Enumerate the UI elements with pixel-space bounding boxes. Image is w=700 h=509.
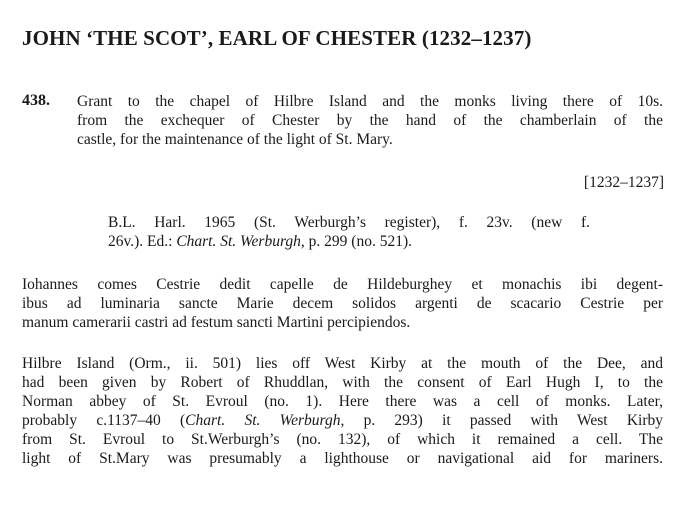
source-text: 26v.). Ed.:: [108, 233, 177, 250]
note-line: light of St.Mary was presumably a lighthouse or navigational aid for mariners.: [22, 450, 663, 467]
source-edition-title: Chart. St. Werburgh: [176, 233, 301, 250]
source-text: , p. 299 (no. 521).: [300, 233, 412, 250]
note-line: [22, 411, 663, 430]
source-reference: [108, 213, 590, 251]
grant-line: castle, for the maintenance of the light of St. Mary.: [77, 131, 393, 148]
note-line: from St. Evroul to St.Werburgh’s (no. 132), of which it remained a cell. The: [22, 431, 663, 448]
grant-line: Grant to the chapel of Hilbre Island and the monks living there of 10s.: [77, 93, 663, 110]
note-line: Hilbre Island (Orm., ii. 501) lies off West Kirby at the mouth of the Dee, and: [22, 355, 663, 372]
entry-number: 438.: [22, 92, 50, 109]
heading-title: JOHN ‘THE SCOT’, EARL OF CHESTER: [22, 26, 417, 50]
page-heading: [22, 26, 531, 51]
latin-text: [22, 275, 663, 332]
grant-summary: [77, 92, 663, 149]
heading-dates: (1232–1237): [421, 26, 532, 50]
grant-line: from the exchequer of Chester by the hand of the chamberlain of the: [77, 112, 663, 129]
source-line: B.L. Harl. 1965 (St. Werburgh’s register), f. 23v. (new f.: [108, 214, 590, 231]
entry-date: [1232–1237]: [583, 174, 664, 191]
note-edition-title: Chart. St. Werburgh: [185, 412, 341, 429]
latin-line: manum camerarii castri ad festum sancti Martini percipiendos.: [22, 314, 411, 331]
latin-line: Iohannes comes Cestrie dedit capelle de Hildeburghey et monachis ibi degent-: [22, 276, 663, 293]
commentary-note: [22, 354, 663, 468]
note-text: , p. 293) it passed with West Kirby: [340, 412, 663, 429]
note-line: had been given by Robert of Rhuddlan, with the consent of Earl Hugh I, to the: [22, 374, 663, 391]
note-line: Norman abbey of St. Evroul (no. 1). Here there was a cell of monks. Later,: [22, 393, 663, 410]
source-line: [108, 232, 590, 251]
latin-line: ibus ad luminaria sancte Marie decem solidos argenti de scacario Cestrie per: [22, 295, 663, 312]
note-text: probably c.1137–40 (: [22, 412, 186, 429]
